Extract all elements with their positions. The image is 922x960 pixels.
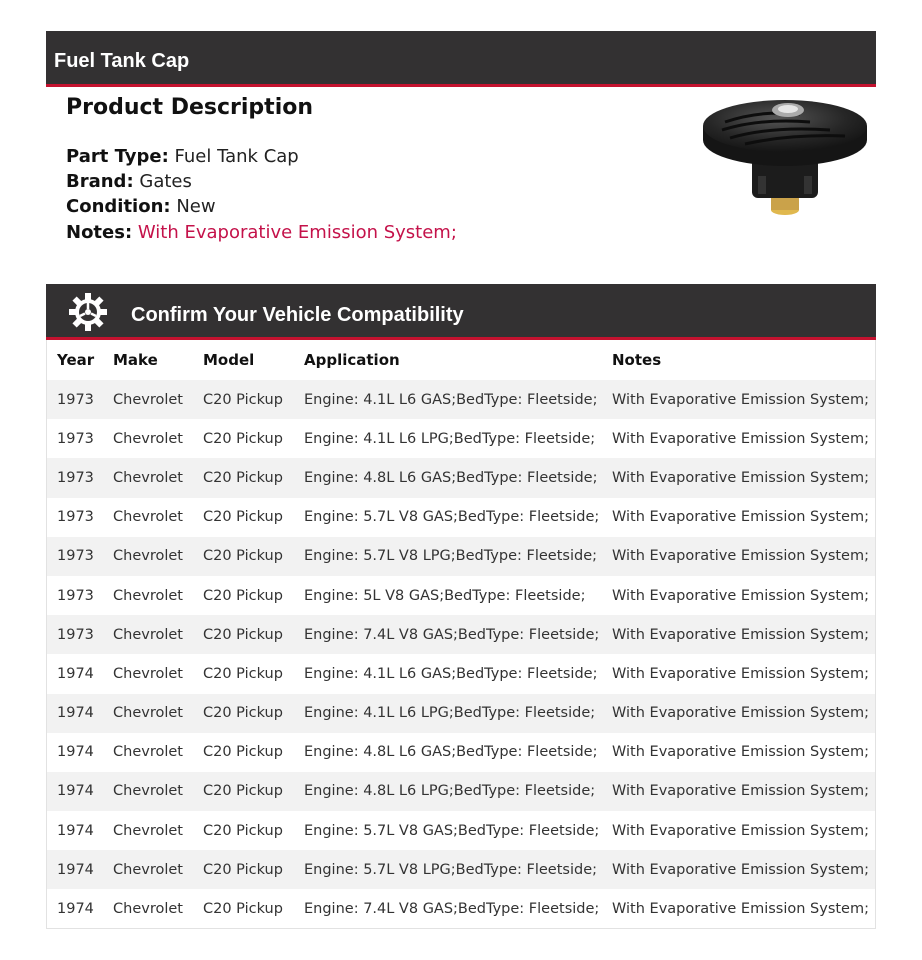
spec-notes (66, 222, 457, 244)
table-row (47, 850, 875, 889)
cell-model: C20 Pickup (193, 615, 294, 654)
cell-application: Engine: 5L V8 GAS;BedType: Fleetside; (304, 587, 586, 604)
product-title: Fuel Tank Cap (54, 50, 190, 72)
table-row (47, 419, 875, 458)
cell-year: 1973 (57, 509, 94, 526)
cell-model: C20 Pickup (203, 587, 283, 604)
cell-make: Chevrolet (113, 430, 183, 447)
cell-application: Engine: 5.7L V8 LPG;BedType: Fleetside; (294, 537, 602, 576)
cell-notes: With Evaporative Emission System; (602, 850, 875, 889)
table-row (47, 537, 875, 576)
column-header-year: Year (57, 351, 95, 369)
cell-year: 1974 (47, 850, 103, 889)
table-row (47, 694, 875, 733)
column-header-model: Model (203, 351, 255, 369)
table-row (47, 576, 875, 615)
cell-application: Engine: 5.7L V8 GAS;BedType: Fleetside; (304, 822, 600, 839)
cell-application: Engine: 5.7L V8 LPG;BedType: Fleetside; (294, 850, 602, 889)
table-row (47, 889, 875, 928)
table-row (47, 733, 875, 772)
cell-notes: With Evaporative Emission System; (602, 772, 875, 811)
cell-application: Engine: 4.1L L6 LPG;BedType: Fleetside; (304, 430, 596, 447)
cell-make: Chevrolet (103, 772, 193, 811)
cell-year: 1974 (57, 901, 94, 918)
cell-application: Engine: 4.8L L6 GAS;BedType: Fleetside; (304, 744, 598, 761)
cell-notes: With Evaporative Emission System; (602, 537, 875, 576)
cell-year: 1974 (57, 744, 94, 761)
cell-make: Chevrolet (103, 694, 193, 733)
cell-model: C20 Pickup (193, 380, 294, 419)
cell-notes: With Evaporative Emission System; (612, 587, 869, 604)
compatibility-bar (46, 284, 876, 340)
column-header-application: Application (304, 351, 400, 369)
cell-make: Chevrolet (113, 509, 183, 526)
cell-year: 1973 (47, 458, 103, 497)
spec-label: Part Type: (66, 146, 169, 167)
cell-application: Engine: 7.4L V8 GAS;BedType: Fleetside; (294, 615, 602, 654)
cell-notes: With Evaporative Emission System; (602, 615, 875, 654)
cell-year: 1974 (57, 665, 94, 682)
spec-condition (66, 196, 216, 218)
cell-notes: With Evaporative Emission System; (602, 694, 875, 733)
cell-notes: With Evaporative Emission System; (612, 822, 869, 839)
cell-make: Chevrolet (113, 744, 183, 761)
spec-value: Gates (139, 171, 192, 192)
product-title-bar (46, 31, 876, 87)
cell-model: C20 Pickup (193, 850, 294, 889)
cell-model: C20 Pickup (193, 694, 294, 733)
cell-application: Engine: 4.1L L6 GAS;BedType: Fleetside; (304, 665, 598, 682)
spec-label: Condition: (66, 196, 171, 217)
cell-model: C20 Pickup (203, 665, 283, 682)
cell-model: C20 Pickup (193, 537, 294, 576)
spec-value: With Evaporative Emission System; (137, 222, 457, 243)
cell-year: 1973 (47, 380, 103, 419)
compatibility-table (46, 340, 876, 929)
cell-model: C20 Pickup (203, 744, 283, 761)
cell-model: C20 Pickup (203, 430, 283, 447)
cell-make: Chevrolet (103, 458, 193, 497)
table-row (47, 458, 875, 497)
cell-make: Chevrolet (113, 587, 183, 604)
cell-make: Chevrolet (113, 822, 183, 839)
cell-year: 1973 (47, 615, 103, 654)
cell-make: Chevrolet (103, 850, 193, 889)
cell-year: 1973 (57, 587, 94, 604)
cell-model: C20 Pickup (203, 822, 283, 839)
cell-application: Engine: 4.1L L6 LPG;BedType: Fleetside; (294, 694, 602, 733)
spec-brand (66, 171, 192, 193)
cell-model: C20 Pickup (203, 509, 283, 526)
table-row (47, 615, 875, 654)
spec-label: Notes: (66, 222, 133, 243)
spec-value: Fuel Tank Cap (174, 146, 299, 167)
cell-application: Engine: 4.1L L6 GAS;BedType: Fleetside; (294, 380, 602, 419)
cell-model: C20 Pickup (203, 901, 283, 918)
product-image (700, 92, 870, 217)
table-row (47, 772, 875, 811)
spec-label: Brand: (66, 171, 134, 192)
cell-make: Chevrolet (113, 901, 183, 918)
gear-icon (68, 292, 108, 332)
cell-make: Chevrolet (103, 537, 193, 576)
table-header-row (47, 340, 875, 380)
table-row (47, 380, 875, 419)
cell-make: Chevrolet (103, 380, 193, 419)
cell-notes: With Evaporative Emission System; (612, 430, 869, 447)
cell-make: Chevrolet (103, 615, 193, 654)
cell-application: Engine: 7.4L V8 GAS;BedType: Fleetside; (304, 901, 600, 918)
column-header-notes: Notes (612, 351, 662, 369)
table-row (47, 498, 875, 537)
cell-application: Engine: 5.7L V8 GAS;BedType: Fleetside; (304, 509, 600, 526)
cell-notes: With Evaporative Emission System; (602, 380, 875, 419)
cell-year: 1974 (47, 694, 103, 733)
cell-notes: With Evaporative Emission System; (612, 509, 869, 526)
cell-year: 1974 (47, 772, 103, 811)
cell-model: C20 Pickup (193, 772, 294, 811)
cell-application: Engine: 4.8L L6 GAS;BedType: Fleetside; (294, 458, 602, 497)
cell-year: 1974 (57, 822, 94, 839)
cell-year: 1973 (47, 537, 103, 576)
cell-application: Engine: 4.8L L6 LPG;BedType: Fleetside; (294, 772, 602, 811)
table-row (47, 811, 875, 850)
table-row (47, 654, 875, 693)
cell-notes: With Evaporative Emission System; (612, 744, 869, 761)
spec-part-type (66, 146, 299, 168)
column-header-make: Make (113, 351, 158, 369)
cell-make: Chevrolet (113, 665, 183, 682)
cell-notes: With Evaporative Emission System; (602, 458, 875, 497)
product-description-heading: Product Description (66, 95, 314, 120)
spec-value: New (176, 196, 216, 217)
compatibility-title: Confirm Your Vehicle Compatibility (131, 304, 464, 326)
cell-notes: With Evaporative Emission System; (612, 665, 869, 682)
cell-year: 1973 (57, 430, 94, 447)
cell-model: C20 Pickup (193, 458, 294, 497)
cell-notes: With Evaporative Emission System; (612, 901, 869, 918)
